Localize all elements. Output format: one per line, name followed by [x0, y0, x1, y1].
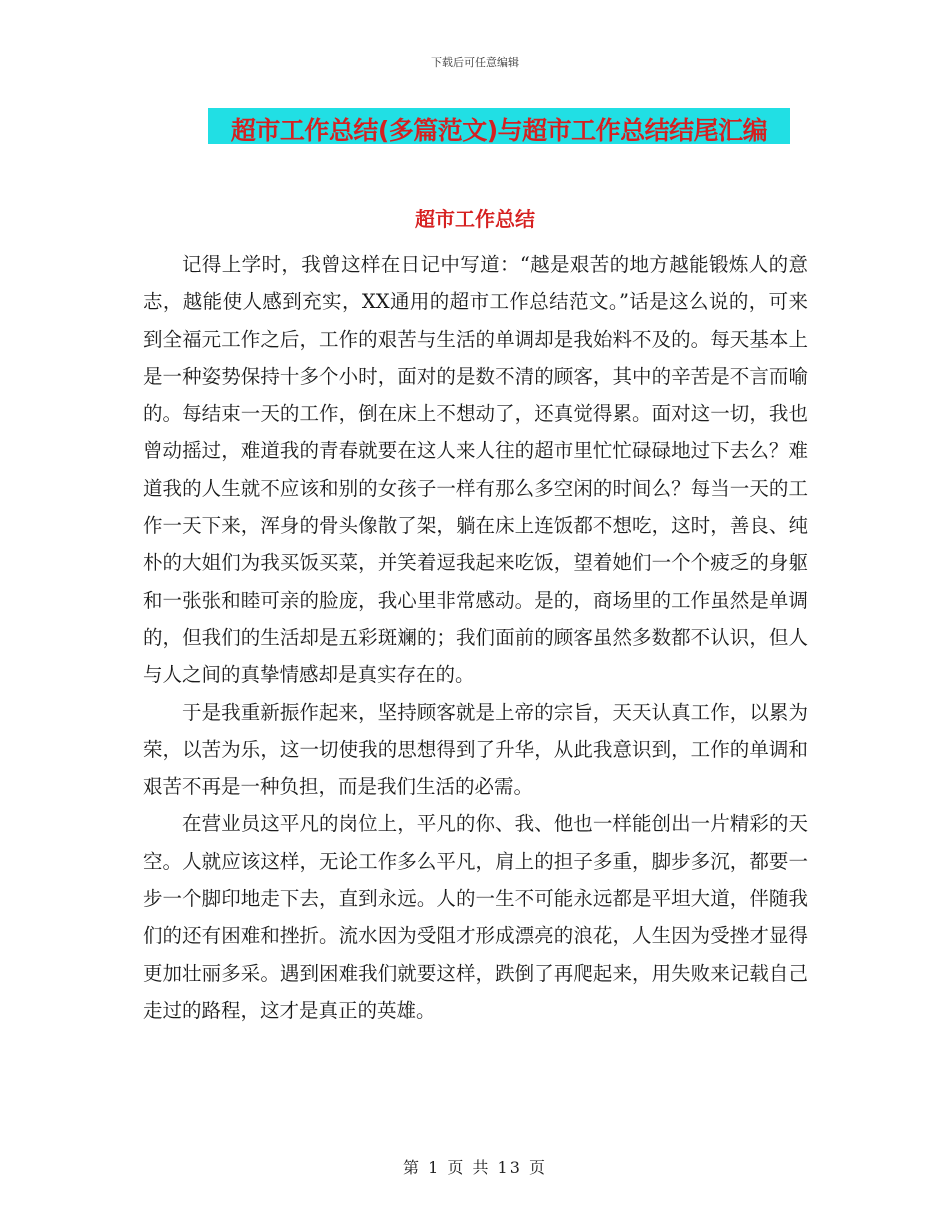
section-heading: 超市工作总结	[415, 207, 535, 231]
page-header-note: 下载后可任意编辑	[431, 56, 519, 69]
paragraph-2: 于是我重新振作起来，坚持顾客就是上帝的宗旨，天天认真工作，以累为荣，以苦为乐，这一切使我的思想得到了升华，从此我意识到，工作的单调和艰苦不再是一种负担，而是我们生活的必需。	[143, 700, 808, 799]
document-title: 超市工作总结(多篇范文)与超市工作总结结尾汇编	[230, 116, 768, 145]
page-number-footer: 第 1 页 共 13 页	[403, 1158, 547, 1177]
paragraph-1: 记得上学时，我曾这样在日记中写道：“越是艰苦的地方越能锻炼人的意志，越能使人感到充实，XX通用的超市工作总结范文。”话是这么说的，可来到全福元工作之后，工作的艰苦与生活的单调却是我始料不及的。每天基本上是一种姿势保持十多个小时，面对的是数不清的顾客，其中的辛苦是不言而喻的。每结束一天的工作，倒在床上不想动了，还真觉得累。面对这一切，我也曾动摇过，难道我的青春就要在这人来人往的超市里忙忙碌碌地过下去么？难道我的人生就不应该和别的女孩子一样有那么多空闲的时间么？每当一天的工作一天下来，浑身的骨头像散了架，躺在床上连饭都不想吃，这时，善良、纯朴的大姐们为我买饭买菜，并笑着逗我起来吃饭，望着她们一个个疲乏的身躯和一张张和睦可亲的脸庞，我心里非常感动。是的，商场里的工作虽然是单调的，但我们的生活却是五彩斑斓的；我们面前的顾客虽然多数都不认识，但人与人之间的真挚情感却是真实存在的。	[143, 253, 808, 687]
paragraph-3: 在营业员这平凡的岗位上，平凡的你、我、他也一样能创出一片精彩的天空。人就应该这样，无论工作多么平凡，肩上的担子多重，脚步多沉，都要一步一个脚印地走下去，直到永远。人的一生不可能永远都是平坦大道，伴随我们的还有困难和挫折。流水因为受阻才形成漂亮的浪花，人生因为受挫才显得更加壮丽多采。遇到困难我们就要这样，跌倒了再爬起来，用失败来记载自己走过的路程，这才是真正的英雄。	[143, 812, 808, 1022]
document-body	[143, 246, 808, 1029]
